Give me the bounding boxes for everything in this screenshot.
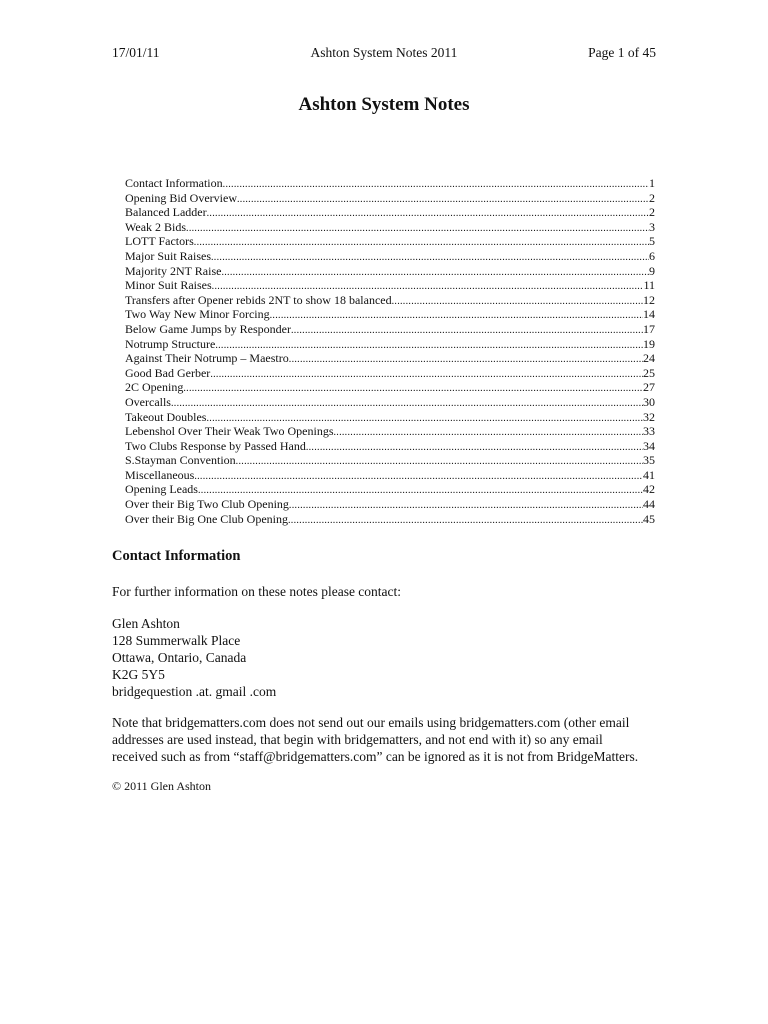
- toc-leader-dots: [198, 484, 643, 497]
- toc-entry[interactable]: [125, 468, 655, 483]
- email-note: [112, 714, 660, 765]
- toc-entry[interactable]: [125, 293, 655, 308]
- address-line: bridgequestion .at. gmail .com: [112, 684, 277, 699]
- toc-entry-label: 2C Opening: [125, 380, 184, 395]
- toc-entry-label: Notrump Structure: [125, 336, 216, 351]
- toc-entry[interactable]: [125, 234, 655, 249]
- toc-entry-page: 6: [649, 248, 655, 263]
- toc-entry-page: 2: [649, 205, 655, 220]
- toc-leader-dots: [223, 178, 649, 191]
- toc-leader-dots: [289, 499, 643, 512]
- toc-entry-page: 24: [643, 351, 655, 366]
- toc-entry-page: 45: [643, 511, 655, 526]
- toc-leader-dots: [210, 368, 643, 381]
- toc-entry-page: 30: [643, 394, 655, 409]
- toc-entry-page: 5: [649, 234, 655, 249]
- toc-entry[interactable]: [125, 322, 655, 337]
- toc-entry[interactable]: [125, 453, 655, 468]
- toc-entry-page: 11: [643, 278, 655, 293]
- toc-leader-dots: [183, 382, 643, 395]
- toc-entry-page: 35: [643, 453, 655, 468]
- toc-entry[interactable]: [125, 191, 655, 206]
- toc-entry-page: 33: [643, 424, 655, 439]
- header-document-name: Ashton System Notes 2011: [310, 45, 458, 60]
- copyright-notice: © 2011 Glen Ashton: [112, 779, 212, 793]
- toc-entry[interactable]: [125, 380, 655, 395]
- toc-entry-page: 44: [643, 497, 655, 512]
- toc-entry-label: Against Their Notrump – Maestro: [125, 351, 289, 366]
- toc-entry-page: 12: [643, 292, 655, 307]
- toc-entry-label: Minor Suit Raises: [125, 278, 212, 293]
- contact-address: [112, 615, 276, 700]
- toc-entry[interactable]: [125, 220, 655, 235]
- toc-entry[interactable]: [125, 439, 655, 454]
- toc-entry-page: 17: [643, 321, 655, 336]
- toc-entry[interactable]: [125, 351, 655, 366]
- toc-entry-label: Transfers after Opener rebids 2NT to show 18 balanced: [125, 292, 392, 307]
- toc-leader-dots: [171, 397, 643, 410]
- contact-heading: Contact Information: [112, 548, 241, 564]
- toc-leader-dots: [206, 412, 643, 425]
- toc-entry-page: 42: [643, 482, 655, 497]
- email-note-line: addresses are used instead, that begin with bridgematters, and not end with it) so any email: [112, 732, 603, 747]
- header-date: 17/01/11: [112, 45, 160, 60]
- toc-entry-label: Major Suit Raises: [125, 248, 211, 263]
- table-of-contents: [125, 176, 655, 526]
- toc-entry-page: 32: [643, 409, 655, 424]
- toc-entry[interactable]: [125, 337, 655, 352]
- toc-entry[interactable]: [125, 410, 655, 425]
- toc-entry-label: Opening Leads: [125, 482, 198, 497]
- toc-entry-label: Two Clubs Response by Passed Hand: [125, 438, 306, 453]
- toc-leader-dots: [289, 353, 643, 366]
- toc-entry-label: Contact Information: [125, 176, 223, 190]
- toc-entry-page: 27: [643, 380, 655, 395]
- address-line: K2G 5Y5: [112, 667, 165, 682]
- toc-leader-dots: [194, 236, 649, 249]
- toc-entry[interactable]: [125, 395, 655, 410]
- toc-leader-dots: [236, 455, 643, 468]
- toc-entry-label: Two Way New Minor Forcing: [125, 307, 270, 322]
- toc-entry[interactable]: [125, 249, 655, 264]
- toc-leader-dots: [207, 207, 649, 220]
- toc-leader-dots: [186, 222, 649, 235]
- toc-entry[interactable]: [125, 264, 655, 279]
- toc-leader-dots: [392, 295, 643, 308]
- address-line: Ottawa, Ontario, Canada: [112, 650, 247, 665]
- toc-leader-dots: [221, 266, 649, 279]
- toc-entry-label: Majority 2NT Raise: [125, 263, 222, 278]
- email-note-line: received such as from “staff@bridgematters.com” can be ignored as it is not from BridgeMatters.: [112, 749, 639, 764]
- toc-leader-dots: [212, 280, 644, 293]
- toc-entry-label: Weak 2 Bids: [125, 219, 187, 234]
- toc-entry[interactable]: [125, 205, 655, 220]
- toc-entry-page: 3: [649, 219, 655, 234]
- header-page-indicator: Page 1 of 45: [588, 45, 656, 60]
- toc-entry[interactable]: [125, 278, 655, 293]
- toc-entry-label: Opening Bid Overview: [125, 190, 237, 205]
- toc-entry-label: LOTT Factors: [125, 234, 194, 249]
- address-line: Glen Ashton: [112, 616, 180, 631]
- toc-leader-dots: [291, 324, 643, 337]
- toc-entry-label: Overcalls: [125, 394, 171, 409]
- address-line: 128 Summerwalk Place: [112, 633, 241, 648]
- toc-entry[interactable]: [125, 512, 655, 527]
- toc-leader-dots: [270, 309, 643, 322]
- toc-entry-label: Miscellaneous: [125, 467, 195, 482]
- toc-entry[interactable]: [125, 424, 655, 439]
- toc-entry-label: Over their Big Two Club Opening: [125, 497, 289, 512]
- toc-entry-label: Over their Big One Club Opening: [125, 511, 288, 526]
- toc-entry-page: 9: [649, 263, 655, 278]
- contact-intro: For further information on these notes please contact:: [112, 584, 402, 599]
- toc-entry[interactable]: [125, 497, 655, 512]
- page-header: [112, 45, 656, 63]
- toc-entry-page: 14: [643, 307, 655, 322]
- toc-entry-page: 25: [643, 365, 655, 380]
- toc-entry[interactable]: [125, 482, 655, 497]
- toc-entry-label: Takeout Doubles: [125, 409, 207, 424]
- toc-entry[interactable]: [125, 176, 655, 191]
- toc-leader-dots: [215, 339, 643, 352]
- toc-entry-label: S.Stayman Convention: [125, 453, 236, 468]
- toc-entry-label: Below Game Jumps by Responder: [125, 321, 291, 336]
- toc-entry-page: 19: [643, 336, 655, 351]
- toc-leader-dots: [333, 426, 643, 439]
- toc-leader-dots: [288, 514, 643, 527]
- toc-entry-page: 1: [649, 176, 655, 190]
- toc-leader-dots: [211, 251, 649, 264]
- toc-entry-label: Good Bad Gerber: [125, 365, 211, 380]
- toc-leader-dots: [306, 441, 643, 454]
- toc-entry-label: Balanced Ladder: [125, 205, 207, 220]
- document-title: Ashton System Notes: [298, 94, 470, 115]
- toc-entry-page: 34: [643, 438, 655, 453]
- toc-entry-page: 2: [649, 190, 655, 205]
- toc-entry-label: Lebenshol Over Their Weak Two Openings: [125, 424, 334, 439]
- toc-entry[interactable]: [125, 366, 655, 381]
- toc-leader-dots: [237, 193, 649, 206]
- email-note-line: Note that bridgematters.com does not send out our emails using bridgematters.com (other email: [112, 715, 630, 730]
- toc-entry-page: 41: [643, 467, 655, 482]
- toc-leader-dots: [194, 470, 643, 483]
- toc-entry[interactable]: [125, 307, 655, 322]
